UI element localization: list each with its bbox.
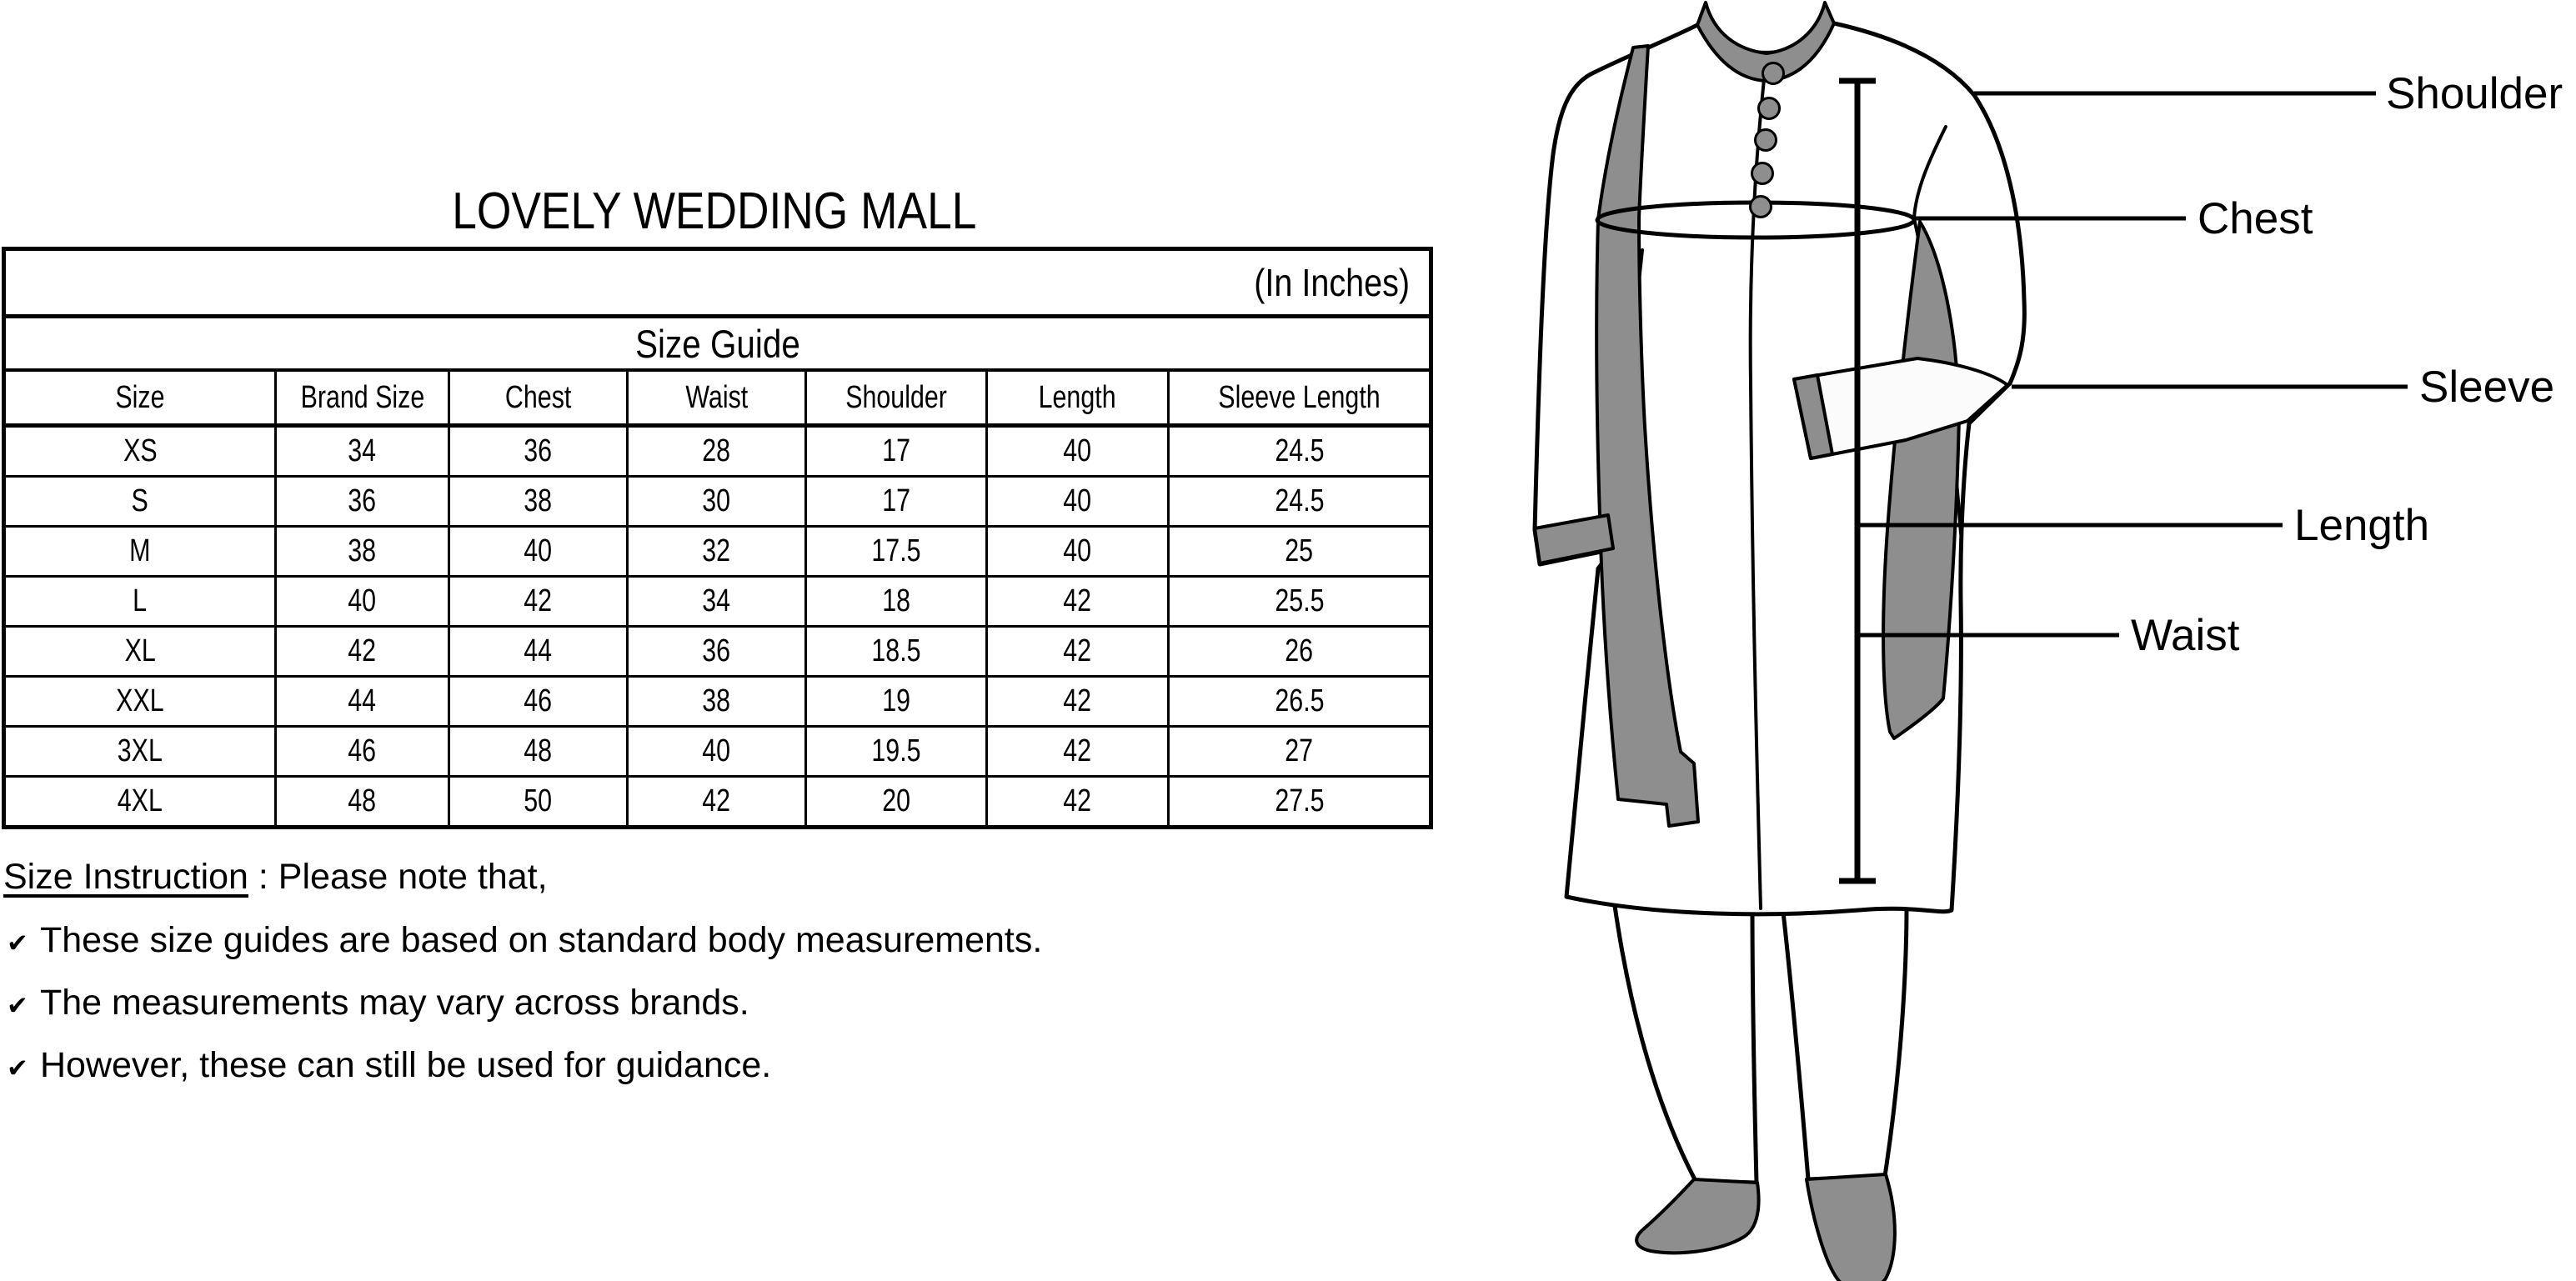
cell-text: 44 bbox=[348, 683, 377, 718]
size-cell bbox=[1169, 577, 1431, 627]
cell-text: 50 bbox=[524, 783, 553, 818]
page-title-text: LOVELY WEDDING MALL bbox=[452, 183, 977, 240]
table-row-m bbox=[4, 527, 1431, 577]
instruction-item bbox=[7, 983, 749, 1023]
cell-text: 20 bbox=[882, 783, 910, 818]
size-cell bbox=[987, 477, 1169, 527]
size-cell bbox=[449, 527, 628, 577]
cell-text: 42 bbox=[1063, 733, 1092, 768]
cell-text: 26 bbox=[1285, 633, 1314, 668]
size-cell bbox=[4, 777, 276, 828]
sleeve-label: Sleeve bbox=[2419, 363, 2555, 412]
instruction-item bbox=[7, 1045, 771, 1086]
cell-text: XS bbox=[123, 433, 158, 468]
size-cell bbox=[276, 426, 449, 477]
size-cell bbox=[4, 627, 276, 677]
subtitle-row bbox=[4, 317, 1431, 371]
size-cell bbox=[1169, 527, 1431, 577]
size-cell bbox=[449, 677, 628, 727]
cell-text: 24.5 bbox=[1274, 433, 1325, 468]
instruction-text: The measurements may vary across brands. bbox=[39, 983, 749, 1023]
cell-text: 34 bbox=[348, 433, 377, 468]
unit-row bbox=[4, 249, 1431, 317]
size-cell bbox=[449, 777, 628, 828]
cell-text: 36 bbox=[348, 483, 377, 518]
check-icon: ✔ bbox=[7, 1053, 28, 1083]
cell-text: XL bbox=[124, 633, 156, 668]
size-cell bbox=[806, 477, 987, 527]
subtitle-text: Size Guide bbox=[634, 321, 800, 366]
size-cell bbox=[628, 727, 806, 777]
cell-text: 18.5 bbox=[871, 633, 921, 668]
cell-text: 42 bbox=[702, 783, 731, 818]
subtitle-cell bbox=[4, 317, 1431, 371]
cell-text: XXL bbox=[116, 683, 164, 718]
cell-text: 27 bbox=[1285, 733, 1314, 768]
size-cell bbox=[806, 527, 987, 577]
cell-text: 42 bbox=[348, 633, 377, 668]
size-instruction-label: Size Instruction bbox=[3, 857, 248, 897]
page-title bbox=[0, 182, 1429, 241]
shoulder-label: Shoulder bbox=[2386, 69, 2563, 118]
instruction-item bbox=[7, 920, 1042, 961]
size-cell bbox=[1169, 727, 1431, 777]
cell-text: 38 bbox=[524, 483, 553, 518]
size-cell bbox=[987, 677, 1169, 727]
size-cell bbox=[806, 727, 987, 777]
cell-text: 40 bbox=[1063, 533, 1092, 568]
size-cell bbox=[276, 627, 449, 677]
size-cell bbox=[1169, 627, 1431, 677]
cell-text: 38 bbox=[702, 683, 731, 718]
check-icon: ✔ bbox=[7, 928, 28, 958]
size-cell bbox=[276, 577, 449, 627]
table-row-3xl bbox=[4, 727, 1431, 777]
cell-text: 36 bbox=[524, 433, 553, 468]
cell-text: 40 bbox=[524, 533, 553, 568]
size-cell bbox=[4, 727, 276, 777]
check-icon: ✔ bbox=[7, 991, 28, 1020]
waist-label: Waist bbox=[2131, 611, 2240, 660]
instruction-text: However, these can still be used for guidance. bbox=[39, 1045, 772, 1085]
cell-text: 40 bbox=[1063, 483, 1092, 518]
size-cell bbox=[4, 677, 276, 727]
size-cell bbox=[4, 477, 276, 527]
col-header-waist bbox=[628, 370, 806, 426]
cell-text: 40 bbox=[348, 583, 377, 618]
size-cell bbox=[628, 777, 806, 828]
size-cell bbox=[628, 477, 806, 527]
size-cell bbox=[987, 577, 1169, 627]
button-icon bbox=[1759, 98, 1780, 119]
cell-text: S bbox=[131, 483, 149, 518]
cell-text: 19 bbox=[882, 683, 910, 718]
table-row-4xl bbox=[4, 777, 1431, 828]
col-header-text: Length bbox=[1038, 379, 1116, 415]
col-header-text: Brand Size bbox=[300, 379, 424, 415]
cell-text: 18 bbox=[882, 583, 910, 618]
col-header-text: Size bbox=[115, 379, 165, 415]
size-cell bbox=[4, 577, 276, 627]
cell-text: 3XL bbox=[117, 733, 163, 768]
cell-text: 40 bbox=[1063, 433, 1092, 468]
size-cell bbox=[4, 527, 276, 577]
button-icon bbox=[1756, 130, 1777, 151]
cell-text: 24.5 bbox=[1274, 483, 1325, 518]
col-header-text: Chest bbox=[504, 379, 572, 415]
pajama-right-leg bbox=[1782, 904, 1907, 1179]
cell-text: 25 bbox=[1285, 533, 1314, 568]
size-cell bbox=[987, 727, 1169, 777]
size-cell bbox=[1169, 677, 1431, 727]
cell-text: 28 bbox=[702, 433, 731, 468]
cell-text: 36 bbox=[702, 633, 731, 668]
col-header-sleeve-length bbox=[1169, 370, 1431, 426]
size-cell bbox=[806, 426, 987, 477]
size-cell bbox=[628, 527, 806, 577]
size-cell bbox=[987, 527, 1169, 577]
table-row-xs bbox=[4, 426, 1431, 477]
cell-text: 32 bbox=[702, 533, 731, 568]
col-header-text: Shoulder bbox=[845, 379, 947, 415]
cell-text: 25.5 bbox=[1274, 583, 1325, 618]
size-cell bbox=[276, 527, 449, 577]
size-cell bbox=[806, 677, 987, 727]
cell-text: 38 bbox=[348, 533, 377, 568]
cell-text: 44 bbox=[524, 633, 553, 668]
cell-text: 34 bbox=[702, 583, 731, 618]
size-cell bbox=[806, 627, 987, 677]
size-cell bbox=[1169, 426, 1431, 477]
size-cell bbox=[987, 777, 1169, 828]
left-shoe bbox=[1636, 1179, 1758, 1253]
cell-text: 42 bbox=[1063, 683, 1092, 718]
header-row bbox=[4, 370, 1431, 426]
col-header-shoulder bbox=[806, 370, 987, 426]
cell-text: 46 bbox=[348, 733, 377, 768]
cell-text: 27.5 bbox=[1274, 783, 1325, 818]
pajama-left-leg bbox=[1614, 900, 1757, 1183]
button-icon bbox=[1752, 163, 1773, 184]
size-cell bbox=[628, 677, 806, 727]
cell-text: 19.5 bbox=[871, 733, 921, 768]
length-label: Length bbox=[2294, 501, 2430, 550]
button-icon bbox=[1751, 197, 1772, 218]
col-header-length bbox=[987, 370, 1169, 426]
size-cell bbox=[987, 426, 1169, 477]
right-shoe bbox=[1807, 1174, 1895, 1281]
col-header-text: Waist bbox=[685, 379, 748, 415]
chest-label: Chest bbox=[2198, 194, 2313, 243]
table-row-xl bbox=[4, 627, 1431, 677]
size-cell bbox=[449, 727, 628, 777]
size-cell bbox=[449, 577, 628, 627]
col-header-brand-size bbox=[276, 370, 449, 426]
size-cell bbox=[628, 627, 806, 677]
size-cell bbox=[449, 477, 628, 527]
size-cell bbox=[1169, 477, 1431, 527]
cell-text: 48 bbox=[348, 783, 377, 818]
table-row-xxl bbox=[4, 677, 1431, 727]
col-header-size bbox=[4, 370, 276, 426]
size-cell bbox=[628, 426, 806, 477]
size-cell bbox=[628, 577, 806, 627]
unit-note-text: (In Inches) bbox=[1253, 261, 1410, 304]
cell-text: 42 bbox=[524, 583, 553, 618]
cell-text: L bbox=[133, 583, 148, 618]
size-cell bbox=[276, 477, 449, 527]
instruction-text: These size guides are based on standard body measurements. bbox=[39, 920, 1043, 960]
size-cell bbox=[987, 627, 1169, 677]
cell-text: 48 bbox=[524, 733, 553, 768]
cell-text: 30 bbox=[702, 483, 731, 518]
size-cell bbox=[806, 777, 987, 828]
col-header-chest bbox=[449, 370, 628, 426]
cell-text: 42 bbox=[1063, 783, 1092, 818]
kurta-measurement-diagram bbox=[1459, 0, 2576, 1281]
size-cell bbox=[4, 426, 276, 477]
cell-text: 26.5 bbox=[1274, 683, 1325, 718]
cell-text: 42 bbox=[1063, 633, 1092, 668]
size-instruction-heading bbox=[3, 857, 548, 898]
cell-text: 17.5 bbox=[871, 533, 921, 568]
size-cell bbox=[276, 777, 449, 828]
cell-text: 46 bbox=[524, 683, 553, 718]
cell-text: 17 bbox=[882, 433, 910, 468]
size-cell bbox=[449, 627, 628, 677]
table-row-l bbox=[4, 577, 1431, 627]
button-icon bbox=[1763, 63, 1784, 84]
table-row-s bbox=[4, 477, 1431, 527]
size-cell bbox=[1169, 777, 1431, 828]
unit-note-cell bbox=[4, 249, 1431, 317]
size-cell bbox=[276, 677, 449, 727]
cell-text: 17 bbox=[882, 483, 910, 518]
col-header-text: Sleeve Length bbox=[1218, 379, 1381, 415]
size-cell bbox=[806, 577, 987, 627]
cell-text: M bbox=[129, 533, 151, 568]
size-table bbox=[2, 247, 1433, 829]
cell-text: 42 bbox=[1063, 583, 1092, 618]
cell-text: 4XL bbox=[117, 783, 163, 818]
cell-text: 40 bbox=[702, 733, 731, 768]
size-instruction-rest: : Please note that, bbox=[248, 857, 548, 897]
size-cell bbox=[449, 426, 628, 477]
size-cell bbox=[276, 727, 449, 777]
